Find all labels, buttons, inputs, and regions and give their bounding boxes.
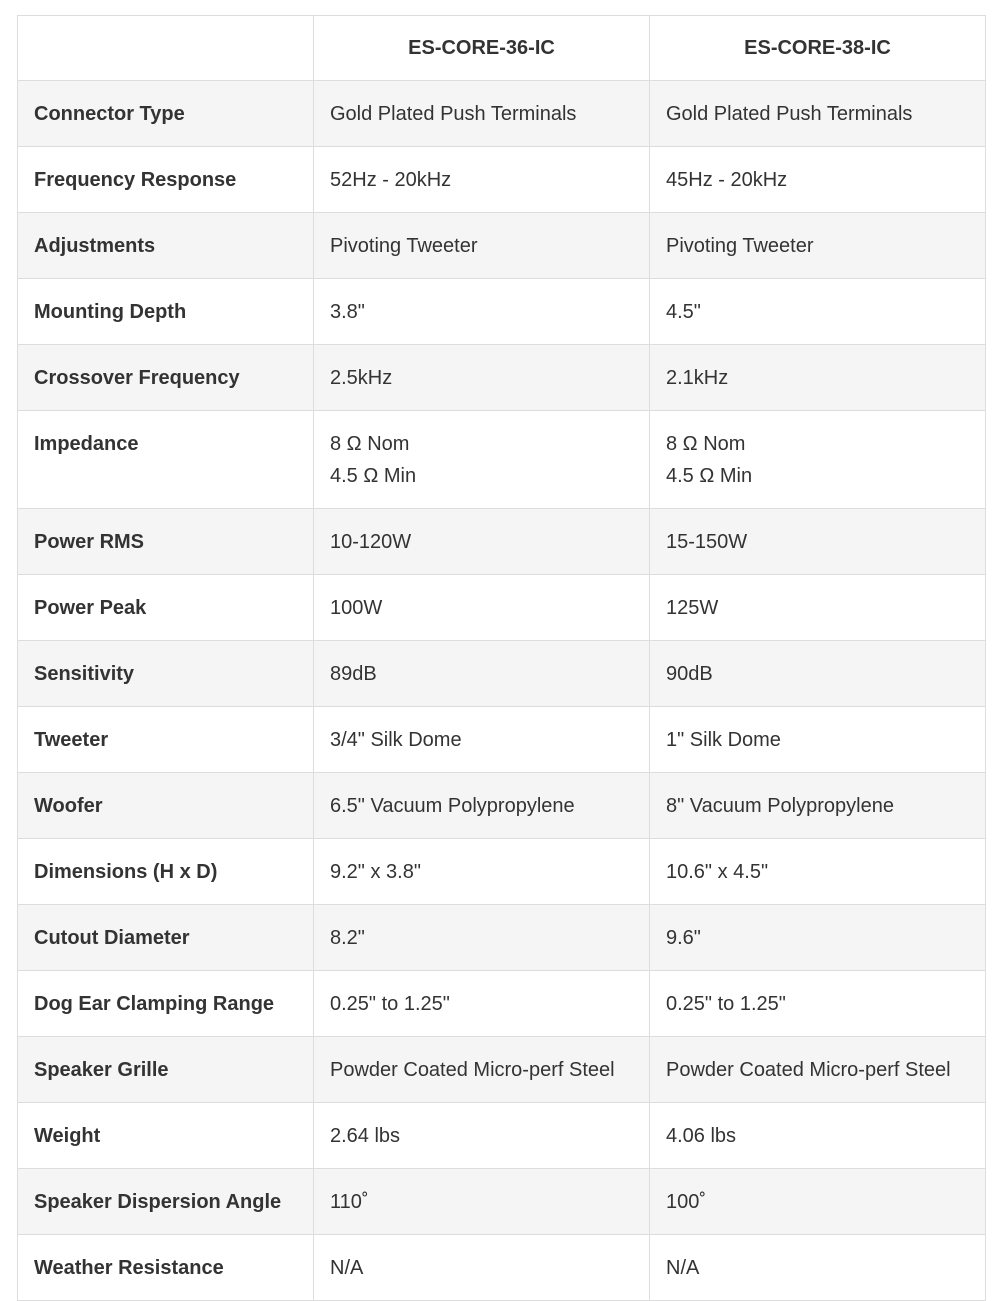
- cell-es-core-38-ic: Powder Coated Micro-perf Steel: [650, 1037, 986, 1103]
- row-label: Dog Ear Clamping Range: [18, 971, 314, 1037]
- table-row: [18, 839, 986, 905]
- table-row: [18, 707, 986, 773]
- table-row: [18, 1103, 986, 1169]
- header-model-es-core-36-ic: ES-CORE-36-IC: [314, 16, 650, 81]
- cell-es-core-36-ic: Powder Coated Micro-perf Steel: [314, 1037, 650, 1103]
- row-label: Woofer: [18, 773, 314, 839]
- cell-es-core-38-ic: Gold Plated Push Terminals: [650, 81, 986, 147]
- cell-es-core-36-ic: 89dB: [314, 641, 650, 707]
- row-label: Speaker Dispersion Angle: [18, 1169, 314, 1235]
- cell-es-core-36-ic: 8 Ω Nom 4.5 Ω Min: [314, 411, 650, 509]
- cell-es-core-38-ic: 0.25" to 1.25": [650, 971, 986, 1037]
- cell-es-core-36-ic: 0.25" to 1.25": [314, 971, 650, 1037]
- cell-es-core-36-ic: 52Hz - 20kHz: [314, 147, 650, 213]
- cell-es-core-36-ic: 10-120W: [314, 509, 650, 575]
- table-row: [18, 773, 986, 839]
- row-label: Crossover Frequency: [18, 345, 314, 411]
- cell-es-core-36-ic: 2.5kHz: [314, 345, 650, 411]
- cell-es-core-36-ic: 100W: [314, 575, 650, 641]
- row-label: Adjustments: [18, 213, 314, 279]
- cell-es-core-38-ic: 100˚: [650, 1169, 986, 1235]
- row-label: Connector Type: [18, 81, 314, 147]
- table-row: [18, 905, 986, 971]
- header-model-es-core-38-ic: ES-CORE-38-IC: [650, 16, 986, 81]
- cell-es-core-38-ic: 8" Vacuum Polypropylene: [650, 773, 986, 839]
- cell-es-core-38-ic: 90dB: [650, 641, 986, 707]
- table-row: [18, 1235, 986, 1301]
- row-label: Impedance: [18, 411, 314, 509]
- cell-es-core-36-ic: 3.8": [314, 279, 650, 345]
- header-corner: [18, 16, 314, 81]
- cell-es-core-38-ic: 9.6": [650, 905, 986, 971]
- row-label: Weather Resistance: [18, 1235, 314, 1301]
- table-row: [18, 971, 986, 1037]
- row-label: Sensitivity: [18, 641, 314, 707]
- cell-es-core-36-ic: Pivoting Tweeter: [314, 213, 650, 279]
- cell-es-core-36-ic: Gold Plated Push Terminals: [314, 81, 650, 147]
- table-body: [18, 81, 986, 1301]
- table-row: [18, 279, 986, 345]
- cell-es-core-36-ic: 2.64 lbs: [314, 1103, 650, 1169]
- header-row: [18, 16, 986, 81]
- table-row: [18, 509, 986, 575]
- row-label: Power RMS: [18, 509, 314, 575]
- row-label: Power Peak: [18, 575, 314, 641]
- row-label: Tweeter: [18, 707, 314, 773]
- table-row: [18, 147, 986, 213]
- cell-es-core-36-ic: 6.5" Vacuum Polypropylene: [314, 773, 650, 839]
- table-row: [18, 575, 986, 641]
- cell-es-core-38-ic: 125W: [650, 575, 986, 641]
- cell-es-core-38-ic: N/A: [650, 1235, 986, 1301]
- cell-es-core-38-ic: 45Hz - 20kHz: [650, 147, 986, 213]
- cell-es-core-38-ic: 4.06 lbs: [650, 1103, 986, 1169]
- cell-es-core-38-ic: 1" Silk Dome: [650, 707, 986, 773]
- table-header: [18, 16, 986, 81]
- cell-es-core-36-ic: 110˚: [314, 1169, 650, 1235]
- cell-es-core-36-ic: 3/4" Silk Dome: [314, 707, 650, 773]
- spec-comparison-table: [17, 15, 986, 1301]
- table-row: [18, 1037, 986, 1103]
- row-label: Weight: [18, 1103, 314, 1169]
- cell-es-core-38-ic: 10.6" x 4.5": [650, 839, 986, 905]
- row-label: Cutout Diameter: [18, 905, 314, 971]
- table-row: [18, 411, 986, 509]
- cell-es-core-36-ic: 9.2" x 3.8": [314, 839, 650, 905]
- table-row: [18, 81, 986, 147]
- cell-es-core-38-ic: 15-150W: [650, 509, 986, 575]
- cell-es-core-38-ic: Pivoting Tweeter: [650, 213, 986, 279]
- cell-es-core-38-ic: 4.5": [650, 279, 986, 345]
- row-label: Mounting Depth: [18, 279, 314, 345]
- cell-es-core-36-ic: N/A: [314, 1235, 650, 1301]
- row-label: Dimensions (H x D): [18, 839, 314, 905]
- row-label: Speaker Grille: [18, 1037, 314, 1103]
- table-row: [18, 345, 986, 411]
- cell-es-core-38-ic: 2.1kHz: [650, 345, 986, 411]
- cell-es-core-36-ic: 8.2": [314, 905, 650, 971]
- table-row: [18, 213, 986, 279]
- cell-es-core-38-ic: 8 Ω Nom 4.5 Ω Min: [650, 411, 986, 509]
- table-row: [18, 1169, 986, 1235]
- row-label: Frequency Response: [18, 147, 314, 213]
- table-row: [18, 641, 986, 707]
